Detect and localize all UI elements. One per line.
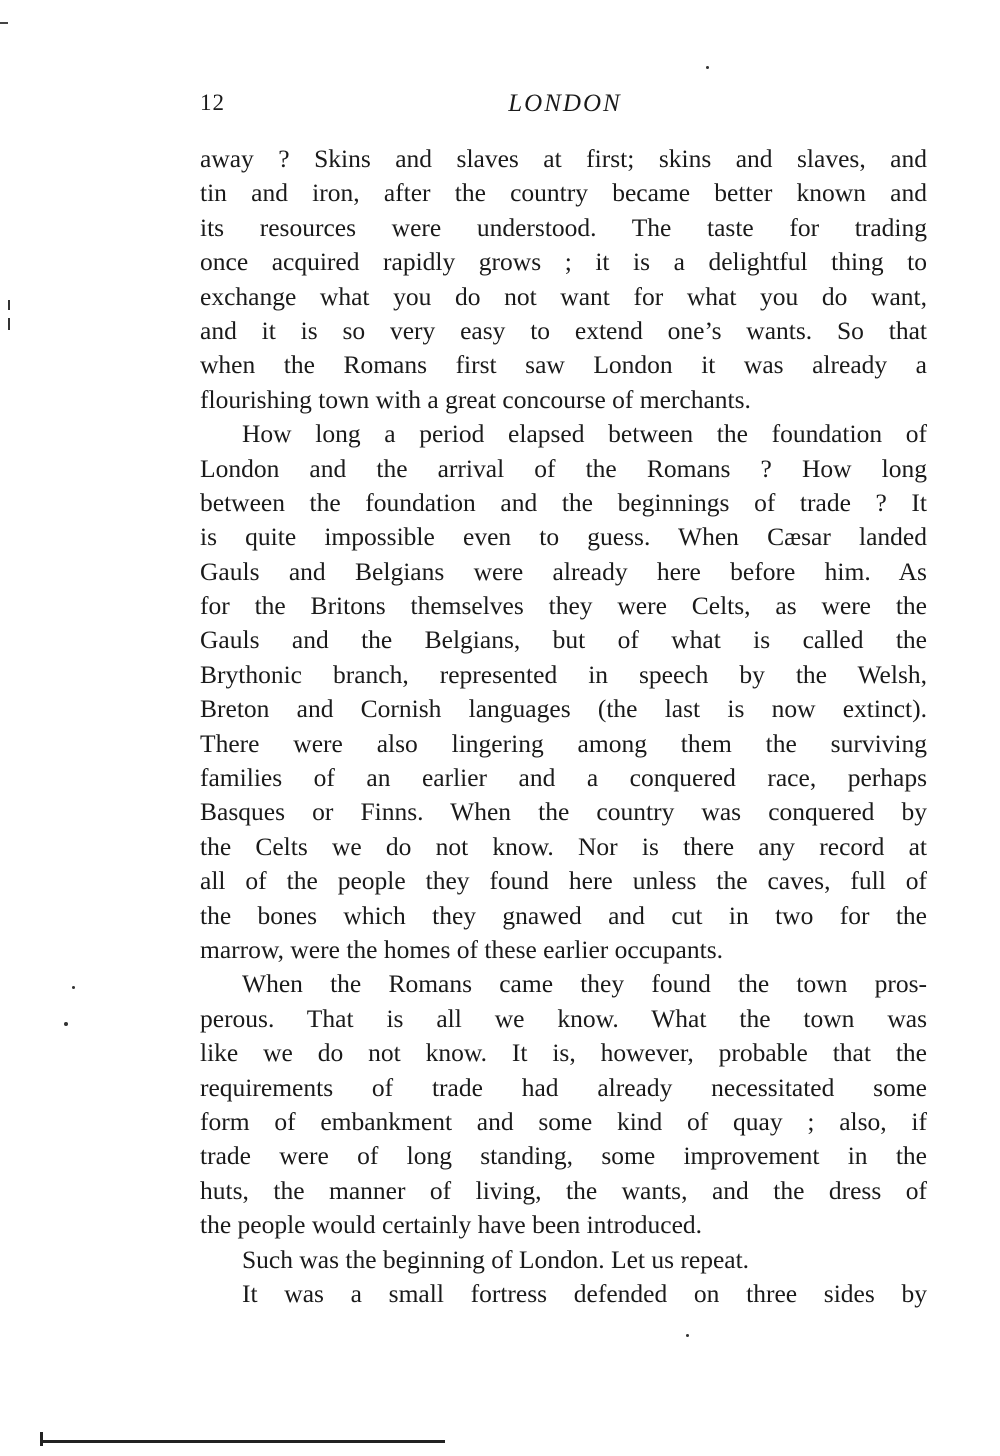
scan-speck	[8, 318, 10, 330]
text-line: exchange what you do not want for what you do want,	[200, 281, 927, 311]
text-line: Breton and Cornish languages (the last is now extinct).	[200, 694, 927, 724]
text-line: Brythonic branch, represented in speech by the Welsh,	[200, 659, 927, 689]
text-line: the people would certainly have been introduced.	[200, 1210, 703, 1240]
page-bottom-rule	[40, 1440, 445, 1443]
text-line: perous. That is all we know. What the town was	[200, 1003, 927, 1033]
scan-mark	[0, 22, 8, 24]
text-line: Gauls and Belgians were already here before him. As	[200, 556, 927, 586]
text-line: and it is so very easy to extend one’s wants. So that	[200, 315, 927, 345]
text-line: all of the people they found here unless the caves, full of	[200, 866, 927, 896]
text-line: Basques or Finns. When the country was conquered by	[200, 797, 927, 827]
page-number: 12	[200, 90, 225, 115]
page-header	[200, 90, 930, 124]
text-line: London and the arrival of the Romans ? How long	[200, 453, 927, 483]
text-line: How long a period elapsed between the foundation of	[242, 419, 927, 449]
running-head: LONDON	[508, 90, 622, 117]
text-line: when the Romans first saw London it was already a	[200, 350, 927, 380]
text-line: It was a small fortress defended on three sides by	[242, 1278, 927, 1308]
text-line: the Celts we do not know. Nor is there any record at	[200, 831, 927, 861]
text-line: There were also lingering among them the surviving	[200, 728, 927, 758]
text-line: flourishing town with a great concourse of merchants.	[200, 384, 751, 414]
text-line: requirements of trade had already necessitated some	[200, 1072, 927, 1102]
scan-speck	[686, 1334, 689, 1337]
text-line: families of an earlier and a conquered race, perhaps	[200, 763, 927, 793]
text-line: the bones which they gnawed and cut in two for the	[200, 900, 927, 930]
scan-speck	[72, 986, 75, 989]
body-text	[200, 142, 927, 1311]
page-bottom-rule-tick	[40, 1432, 43, 1446]
text-line: once acquired rapidly grows ; it is a delightful thing to	[200, 247, 927, 277]
text-line: Gauls and the Belgians, but of what is called the	[200, 625, 927, 655]
text-line: marrow, were the homes of these earlier occupants.	[200, 934, 723, 964]
scan-speck	[64, 1022, 68, 1026]
text-line: is quite impossible even to guess. When Cæsar landed	[200, 522, 927, 552]
scan-speck	[8, 300, 10, 310]
text-line: between the foundation and the beginnings of trade ? It	[200, 487, 927, 517]
text-line: huts, the manner of living, the wants, and the dress of	[200, 1175, 927, 1205]
text-line: like we do not know. It is, however, probable that the	[200, 1038, 927, 1068]
scan-speck	[706, 66, 709, 69]
text-line: away ? Skins and slaves at first; skins and slaves, and	[200, 144, 927, 173]
text-line: for the Britons themselves they were Celts, as were the	[200, 591, 927, 621]
text-line: form of embankment and some kind of quay ; also, if	[200, 1106, 927, 1136]
text-line: When the Romans came they found the town pros-	[242, 969, 927, 999]
text-line: its resources were understood. The taste for trading	[200, 212, 927, 242]
text-line: tin and iron, after the country became better known and	[200, 178, 927, 208]
text-line: trade were of long standing, some improvement in the	[200, 1141, 927, 1171]
text-line: Such was the beginning of London. Let us repeat.	[242, 1244, 750, 1274]
